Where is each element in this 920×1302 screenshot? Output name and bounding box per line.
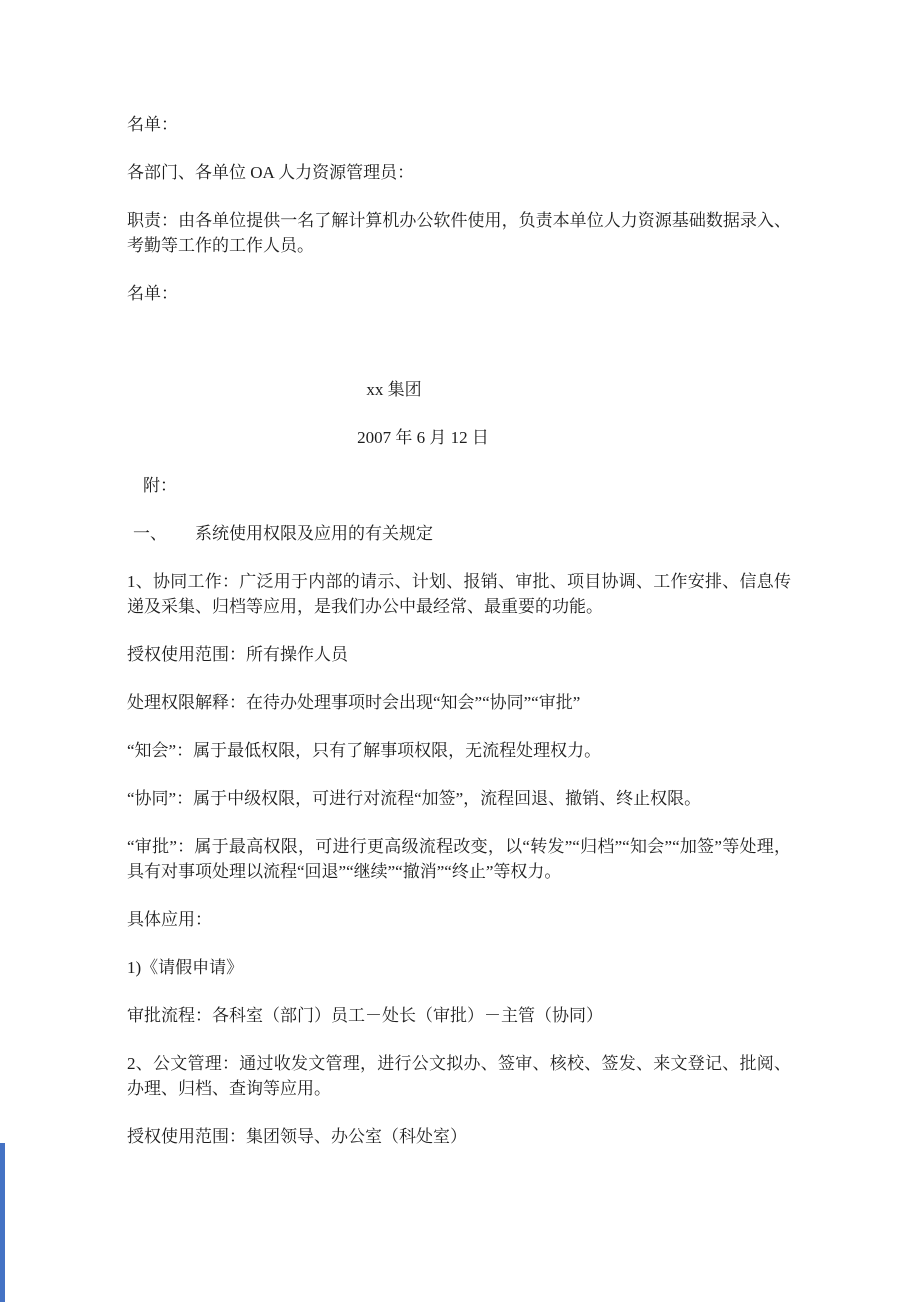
paragraph: 2007 年 6 月 12 日 <box>357 428 489 447</box>
paragraph: 各部门、各单位 OA 人力资源管理员： <box>127 163 415 182</box>
heading-number: 一、 <box>133 524 167 543</box>
paragraph: “协同”：属于中级权限，可进行对流程“加签”，流程回退、撤销、终止权限。 <box>127 789 702 808</box>
section-heading <box>127 521 791 546</box>
paragraph: xx 集团 <box>366 380 422 399</box>
paragraph: 具体应用： <box>127 910 212 929</box>
document-body <box>127 112 791 1172</box>
paragraph: 处理权限解释：在待办处理事项时会出现“知会”“协同”“审批” <box>127 693 581 712</box>
heading-text: 系统使用权限及应用的有关规定 <box>195 524 433 543</box>
paragraph: 名单： <box>127 115 178 134</box>
paragraph: 职责：由各单位提供一名了解计算机办公软件使用，负责本单位人力资源基础数据录入、考勤等工作的工作人员。 <box>127 211 791 255</box>
paragraph: 1、协同工作：广泛用于内部的请示、计划、报销、审批、项目协调、工作安排、信息传递及采集、归档等应用，是我们办公中最经常、最重要的功能。 <box>127 572 791 616</box>
paragraph: 授权使用范围：集团领导、办公室（科处室） <box>127 1127 467 1146</box>
paragraph: 审批流程：各科室（部门）员工－处长（审批）－主管（协同） <box>127 1006 603 1025</box>
paragraph: 名单： <box>127 284 178 303</box>
paragraph <box>127 329 791 354</box>
paragraph: 2、公文管理：通过收发文管理，进行公文拟办、签审、核校、签发、来文登记、批阅、办理、归档、查询等应用。 <box>127 1054 791 1098</box>
paragraph: “审批”：属于最高权限，可进行更高级流程改变，以“转发”“归档”“知会”“加签”等处理，具有对事项处理以流程“回退”“继续”“撤消”“终止”等权力。 <box>127 837 791 881</box>
paragraph: 授权使用范围：所有操作人员 <box>127 645 348 664</box>
paragraph: “知会”：属于最低权限，只有了解事项权限，无流程处理权力。 <box>127 741 602 760</box>
paragraph: 1)《请假申请》 <box>127 958 244 977</box>
paragraph: 附： <box>143 476 177 495</box>
page-edge-marker <box>0 1143 5 1302</box>
